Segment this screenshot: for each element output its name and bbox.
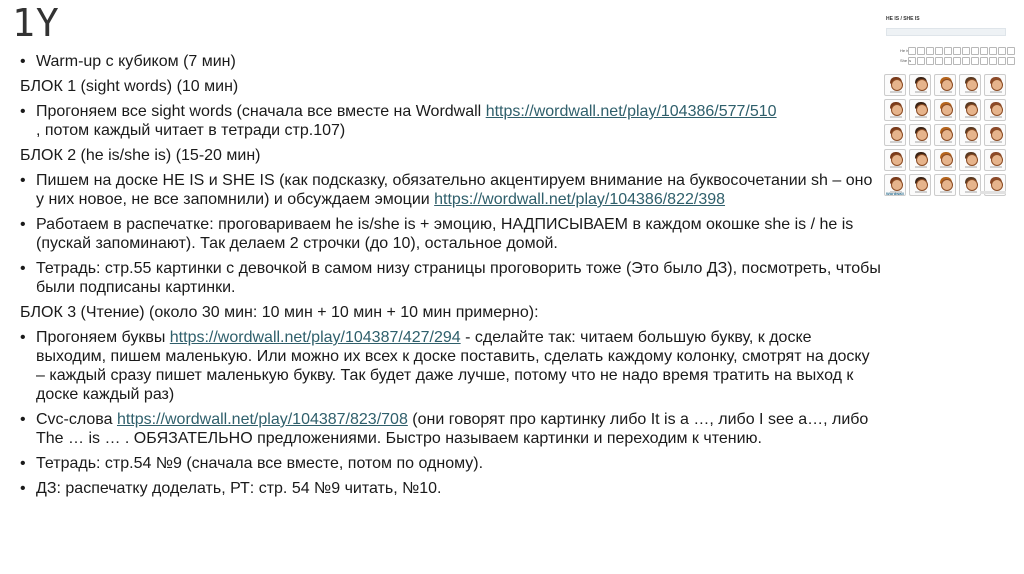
bullet-dot: • (20, 53, 26, 70)
worksheet-picture-cell (909, 174, 931, 196)
face-icon (991, 79, 1003, 91)
bullet-homework (20, 479, 882, 498)
bullet-dot: • (20, 329, 26, 346)
bullet-dot: • (20, 480, 26, 497)
answer-line (915, 166, 927, 168)
worksheet-thumbnail (880, 10, 1012, 202)
answer-line (890, 116, 902, 118)
answer-line (965, 141, 977, 143)
bullet-text-before: Cvc-слова (36, 411, 117, 428)
answer-line (940, 141, 952, 143)
answer-line (965, 166, 977, 168)
answer-line (990, 166, 1002, 168)
bullet-printout (20, 215, 882, 253)
bullet-dot: • (20, 411, 26, 428)
answer-line (940, 166, 952, 168)
worksheet-instructions (886, 28, 1006, 36)
answer-line (915, 191, 927, 193)
wordwall-link-cvc[interactable]: https://wordwall.net/play/104387/823/708 (116, 411, 408, 428)
wordwall-link-letters[interactable]: https://wordwall.net/play/104387/427/294 (169, 329, 461, 346)
worksheet-picture-cell (934, 124, 956, 146)
answer-line (990, 91, 1002, 93)
worksheet-picture-cell (959, 74, 981, 96)
bullet-text-after: , потом каждый читает в тетради стр.107) (36, 122, 346, 139)
wordwall-link-emotions[interactable]: https://wordwall.net/play/104386/822/398 (434, 191, 726, 208)
face-icon (941, 104, 953, 116)
bullet-text: Тетрадь: стр.55 картинки с девочкой в самом низу страницы проговорить тоже (Это было ДЗ), посмотреть, чтобы были подписаны картинки. (36, 260, 881, 296)
bullet-text: Тетрадь: стр.54 №9 (сначала все вместе, потом по одному). (36, 455, 484, 472)
face-icon (966, 179, 978, 191)
wordwall-logo: Wordwall (886, 191, 904, 196)
worksheet-picture-cell (884, 99, 906, 121)
answer-line (915, 116, 927, 118)
worksheet-picture-cell (959, 149, 981, 171)
heading-block-1: БЛОК 1 (sight words) (10 мин) (20, 78, 239, 95)
worksheet-picture-cell (934, 149, 956, 171)
worksheet-he-boxes (908, 47, 1015, 54)
worksheet-picture-cell (934, 99, 956, 121)
face-icon (991, 179, 1003, 191)
bullet-text-before: Пишем на доске HE IS и SHE IS (как подсказку, обязательно акцентируем внимание на буквосочетании sh – оно у них новое, не все запомнили) и обсуждаем эмоции (36, 172, 873, 208)
face-icon (916, 179, 928, 191)
face-icon (916, 104, 928, 116)
face-icon (991, 129, 1003, 141)
worksheet-picture-cell (884, 124, 906, 146)
worksheet-picture-cell (909, 149, 931, 171)
worksheet-picture-cell (984, 149, 1006, 171)
slide-content (20, 52, 882, 504)
bullet-cvc-words (20, 410, 882, 448)
face-icon (891, 104, 903, 116)
worksheet-picture-cell (984, 74, 1006, 96)
heading-block-2: БЛОК 2 (he is/she is) (15-20 мин) (20, 147, 261, 164)
worksheet-picture-cell (884, 74, 906, 96)
bullet-text-before: Прогоняем буквы (36, 329, 170, 346)
bullet-text: Работаем в распечатке: проговариваем he is/she is + эмоцию, НАДПИСЫВАЕМ в каждом окошке she is / he is (пускай запоминают). Так делаем 2 строчки (до 10), остальное домой. (36, 216, 854, 252)
worksheet-picture-cell (909, 124, 931, 146)
wordwall-link-sight-words[interactable]: https://wordwall.net/play/104386/577/510 (485, 103, 777, 120)
face-icon (966, 104, 978, 116)
bullet-sight-words (20, 102, 882, 140)
bullet-text-before: Прогоняем все sight words (сначала все вместе на Wordwall (36, 103, 486, 120)
answer-line (990, 141, 1002, 143)
worksheet-picture-grid (884, 74, 1008, 196)
worksheet-she-label: She is (900, 58, 912, 63)
face-icon (916, 154, 928, 166)
worksheet-title: HE IS / SHE IS (886, 16, 920, 22)
heading-block-3: БЛОК 3 (Чтение) (около 30 мин: 10 мин + 10 мин + 10 мин примерно): (20, 304, 539, 321)
bullet-dot: • (20, 455, 26, 472)
face-icon (891, 179, 903, 191)
worksheet-picture-cell (884, 149, 906, 171)
face-icon (966, 154, 978, 166)
face-icon (941, 179, 953, 191)
answer-line (915, 141, 927, 143)
answer-line (990, 116, 1002, 118)
answer-line (940, 91, 952, 93)
worksheet-picture-cell (909, 74, 931, 96)
worksheet-picture-cell (984, 99, 1006, 121)
bullet-warmup (20, 52, 882, 71)
bullet-letters (20, 328, 882, 404)
face-icon (941, 154, 953, 166)
answer-line (890, 166, 902, 168)
answer-line (965, 116, 977, 118)
worksheet-picture-cell (959, 174, 981, 196)
answer-line (965, 91, 977, 93)
bullet-dot: • (20, 103, 26, 120)
bullet-text: ДЗ: распечатку доделать, РТ: стр. 54 №9 читать, №10. (36, 480, 442, 497)
worksheet-picture-cell (959, 99, 981, 121)
answer-line (890, 141, 902, 143)
answer-line (915, 91, 927, 93)
slide-title: 1Y (12, 1, 60, 45)
bullet-dot: • (20, 216, 26, 233)
answer-line (940, 191, 952, 193)
face-icon (916, 79, 928, 91)
answer-line (940, 116, 952, 118)
bullet-dot: • (20, 260, 26, 277)
face-icon (991, 154, 1003, 166)
bullet-notebook-54 (20, 454, 882, 473)
worksheet-picture-cell (959, 124, 981, 146)
bullet-text: Warm-up с кубиком (7 мин) (36, 53, 236, 70)
bullet-board-he-she (20, 171, 882, 209)
face-icon (966, 129, 978, 141)
worksheet-she-boxes (908, 57, 1015, 64)
worksheet-he-label: He is (900, 48, 910, 53)
worksheet-picture-cell (984, 124, 1006, 146)
worksheet-picture-cell (934, 174, 956, 196)
face-icon (891, 129, 903, 141)
face-icon (941, 79, 953, 91)
bullet-text-after: (они говорят про картинку либо It is a …, либо I see a…, либо The … is … . ОБЯЗАТЕЛЬНО предложениями. Быстро называем картинки и переходим к чтению. (36, 411, 869, 447)
face-icon (891, 154, 903, 166)
answer-line (890, 91, 902, 93)
worksheet-picture-cell (909, 99, 931, 121)
face-icon (916, 129, 928, 141)
bullet-text-after: - сделайте так: читаем большую букву, к доске выходим, пишем маленькую. Или можно их всех к доске поставить, сделать каждому колонку, смотрят на доску – каждый сразу пишет маленькую букву. Так будет даже лучше, потому что не надо время тратить на выход к доске каждый раз) (36, 329, 870, 403)
face-icon (991, 104, 1003, 116)
worksheet-footer-note (980, 191, 1006, 194)
bullet-dot: • (20, 172, 26, 189)
bullet-notebook-55 (20, 259, 882, 297)
face-icon (966, 79, 978, 91)
face-icon (941, 129, 953, 141)
worksheet-picture-cell (934, 74, 956, 96)
face-icon (891, 79, 903, 91)
answer-line (965, 191, 977, 193)
